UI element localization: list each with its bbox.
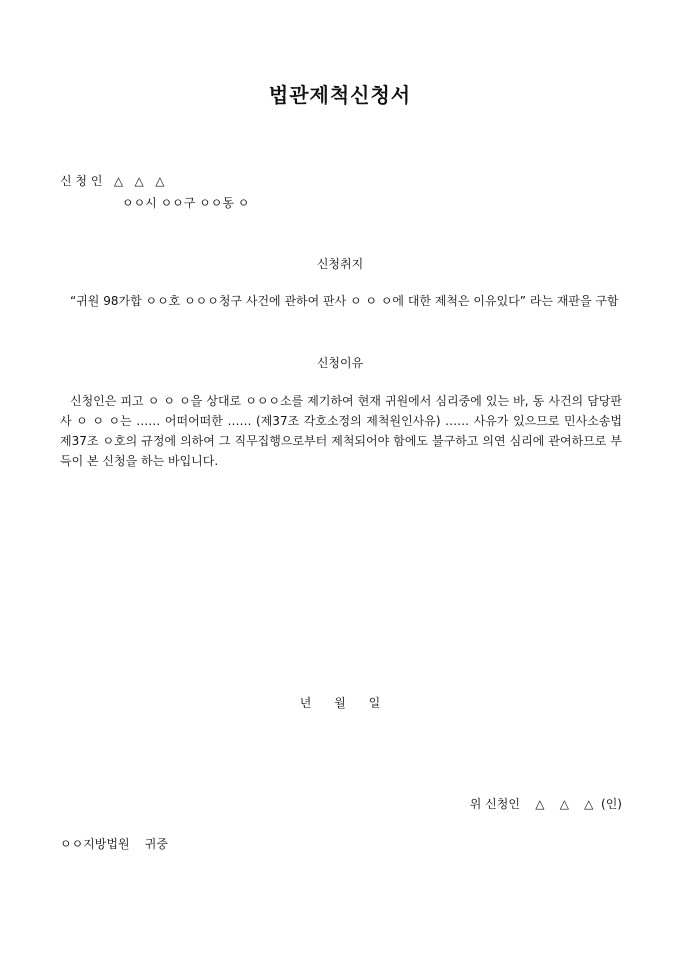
purpose-text: “귀원 98가합 ㅇㅇ호 ㅇㅇㅇ청구 사건에 관하여 판사 ㅇ ㅇ ㅇ에 대한 제척은 이유있다” 라는 재판을 구함 (70, 294, 619, 308)
applicant-address: ㅇㅇ시 ㅇㅇ구 ㅇㅇ동 ㅇ (122, 196, 250, 210)
court-addressee: ㅇㅇ지방법원 귀중 (60, 837, 168, 851)
signature-line: 위 신청인 △ △ △ (인) (469, 797, 622, 811)
purpose-heading: 신청취지 (316, 257, 364, 271)
date-line: 년 월 일 (299, 696, 381, 710)
reason-text: 신청인은 피고 ㅇ ㅇ ㅇ을 상대로 ㅇㅇㅇ소를 제기하여 현재 귀원에서 심리중에 있는 바, 동 사건의 담당판사 ㅇ ㅇ ㅇ는 …… 어떠어떠한 …… (제37조 각호소정의 제척원인사유) …… 사유가 있으므로 민사소송법 제37조 ㅇ호의 규정에 의하여 그 직무집행으로부터 제척되어야 함에도 불구하고 의연 심리에 관여하므로 부득이 본 신청을 하는 바입니다. (60, 394, 622, 468)
document-title: 법관제척신청서 (268, 83, 412, 107)
reason-heading: 신청이유 (316, 356, 364, 370)
applicant-line: 신 청 인 △ △ △ (60, 174, 165, 188)
